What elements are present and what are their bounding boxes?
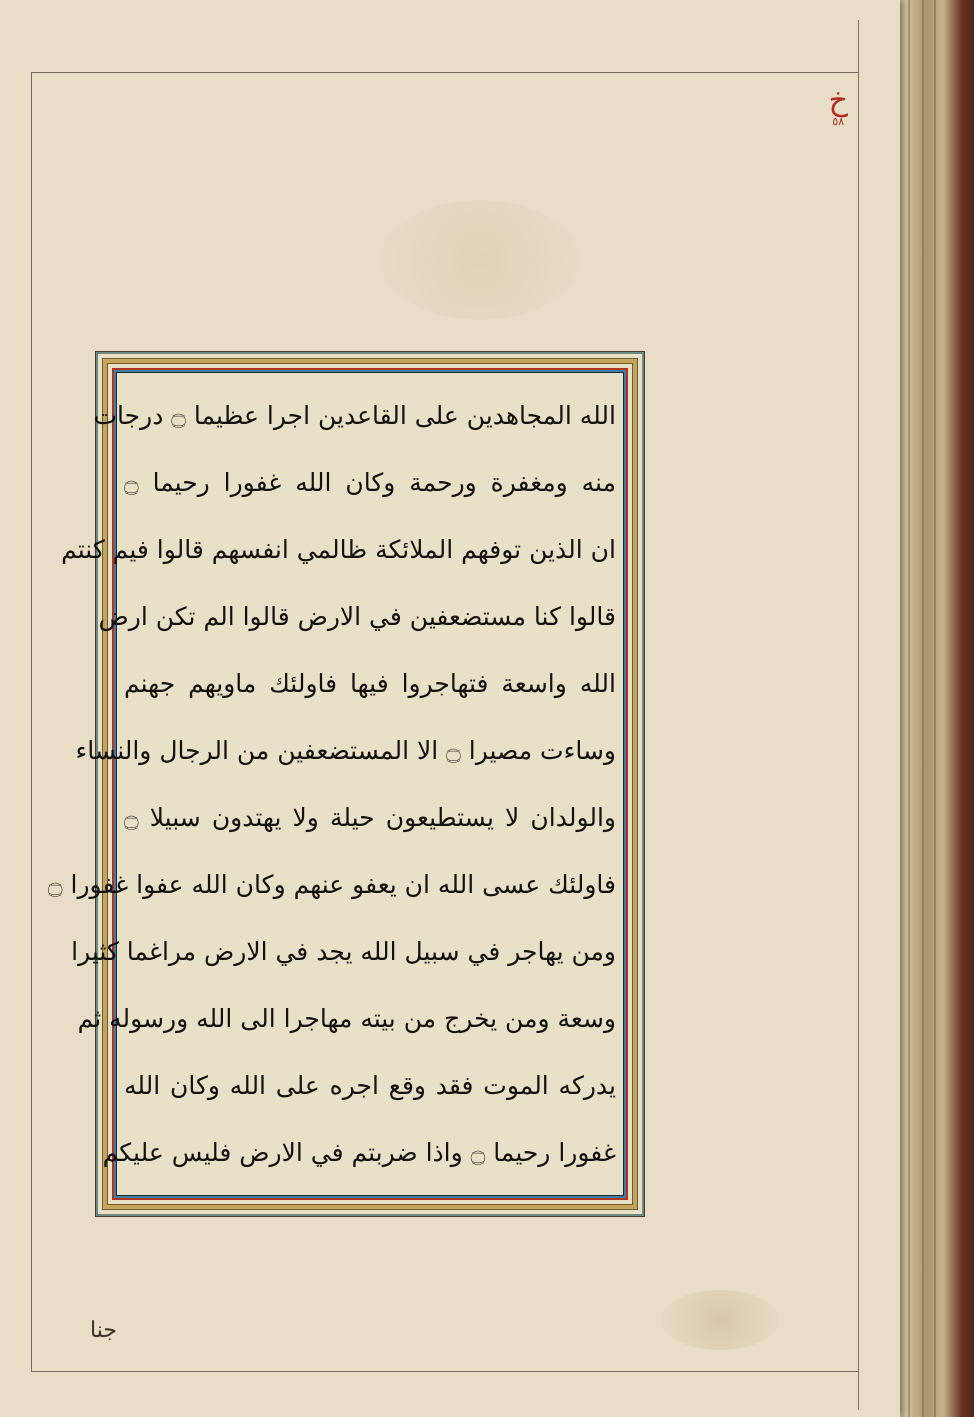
text-line-9: ومن يهاجر في سبيل الله يجد في الارض مراغما كثيرا xyxy=(71,937,616,966)
catchword: جنا xyxy=(90,1318,117,1343)
text-line-7: والولدان لا يستطيعون حيلة ولا يهتدون سبيلا ۝ xyxy=(124,803,616,832)
margin-rule xyxy=(858,20,859,1410)
folio-letter: خ xyxy=(828,83,848,118)
text-line-11: يدركه الموت فقد وقع اجره على الله وكان الله xyxy=(124,1071,616,1100)
text-line-10: وسعة ومن يخرج من بيته مهاجرا الى الله ورسوله ثم xyxy=(77,1004,616,1033)
text-line-2: منه ومغفرة ورحمة وكان الله غفورا رحيما ۝ xyxy=(124,468,616,497)
folio-number: ٥٨ xyxy=(832,115,845,128)
text-line-5: الله واسعة فتهاجروا فيها فاولئك ماويهم جهنم xyxy=(124,669,616,698)
folio-marker xyxy=(828,83,848,128)
text-block xyxy=(47,378,618,1190)
text-line-6: وساءت مصيرا ۝ الا المستضعفين من الرجال والنساء xyxy=(75,736,616,765)
illuminated-text-panel xyxy=(47,352,644,1216)
text-line-8: فاولئك عسى الله ان يعفو عنهم وكان الله عفوا غفورا ۝ xyxy=(47,870,616,899)
text-line-1: الله المجاهدين على القاعدين اجرا عظيما ۝ درجات xyxy=(93,401,616,430)
text-line-4: قالوا كنا مستضعفين في الارض قالوا الم تكن ارض xyxy=(98,602,616,631)
text-line-3: ان الذين توفهم الملائكة ظالمي انفسهم قالوا فيم كنتم xyxy=(61,535,616,564)
text-line-12: غفورا رحيما ۝ واذا ضربتم في الارض فليس عليكم xyxy=(102,1138,616,1167)
